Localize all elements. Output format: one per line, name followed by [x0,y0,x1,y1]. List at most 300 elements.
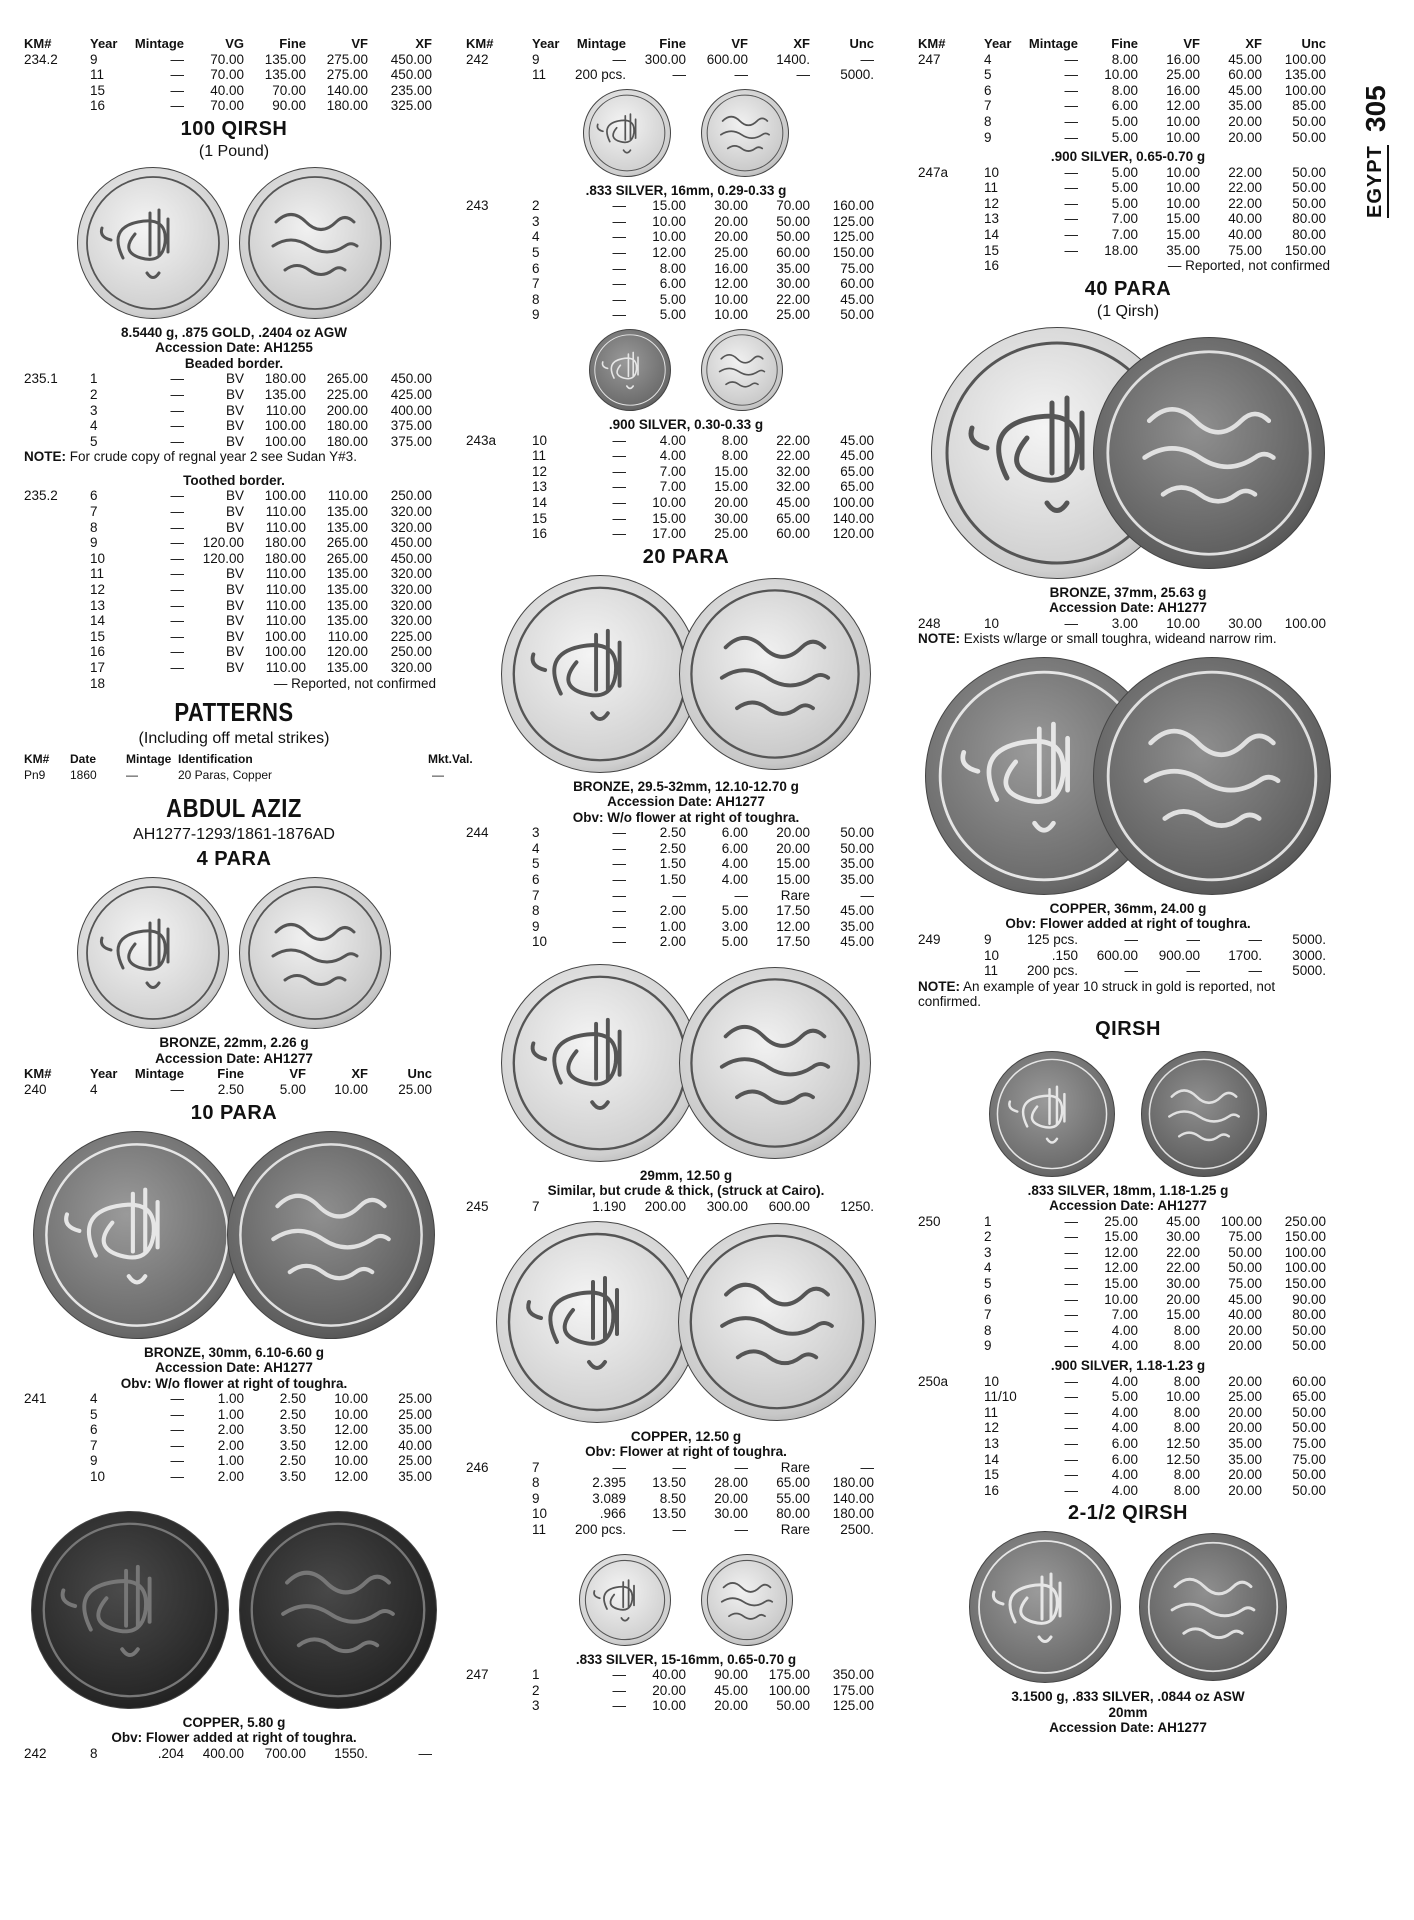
table-cell: 200 pcs. [574,67,626,83]
table-row [918,130,1338,146]
section-title-20-para: 20 PARA [642,545,730,568]
table-cell: 135.00 [264,67,306,83]
table-cell [918,1483,978,1499]
table-cell: 11 [532,1521,547,1537]
table-cell: 320.00 [390,519,432,535]
caption-line: Accession Date: AH1277 [155,1050,313,1066]
table-cell: 180.00 [326,418,368,434]
caption-241 [24,1345,444,1392]
table-cell: 600.00 [768,1198,810,1214]
table-cell: 22.00 [1228,164,1262,180]
table-cell: 6.00 [1111,1451,1138,1467]
table-cell: — [612,448,626,464]
table-row [918,211,1338,227]
table-cell: 7 [532,276,540,292]
section-title-patterns: PATTERNS [174,697,294,728]
table-cell: 3.00 [1111,615,1138,631]
table-cell: — [612,494,626,510]
table-cell: 35.00 [398,1469,432,1484]
table-cell: 400.00 [390,402,432,418]
table-cell: 45.00 [776,494,810,510]
table-cell: 90.00 [272,98,306,114]
toughra-coin-icon [579,1554,671,1646]
table-cell: 1.00 [659,918,686,934]
table-cell: 30.00 [1166,1276,1200,1292]
table-cell: 20.00 [1166,1291,1200,1307]
table-cell: — [1064,1404,1078,1420]
table-cell [24,403,84,419]
page-number: 305 [1360,85,1391,132]
table-cell [918,1307,978,1323]
table-cell: 2.00 [217,1422,244,1438]
table-row [24,1391,444,1407]
table-cell: 3 [90,402,98,418]
table-cell: 900.00 [1158,947,1200,963]
table-cell: — [170,1391,184,1407]
table-cell: — [1064,1338,1078,1354]
caption-line: 8.5440 g, .875 GOLD, .2404 oz AGW [120,324,348,340]
table-cell: 247 [466,1667,489,1682]
caption-line: Accession Date: AH1277 [1049,600,1207,616]
table-cell: 75.00 [840,260,874,276]
table-row [918,1229,1338,1245]
table-cell: — [1064,1322,1078,1338]
table-cell: 12.00 [334,1437,368,1453]
toughra-coin-icon [496,1221,698,1423]
table-row [918,1214,1338,1230]
table-row [918,165,1338,181]
table-cell: 2.50 [279,1453,306,1469]
table-cell: 125 pcs. [1026,931,1078,947]
table-245 [466,1199,906,1215]
table-cell: — [612,510,626,526]
table-cell: 135.00 [326,613,368,629]
table-row [466,934,906,950]
section-title-qirsh: QIRSH [1095,1017,1161,1040]
table-cell: 100.00 [768,1682,810,1698]
table-cell: 247a [918,164,949,180]
table-cell: 1.190 [592,1198,626,1214]
table-cell [24,613,84,629]
table-row [918,1436,1338,1452]
table-row [24,387,444,403]
table-cell: — [432,767,444,782]
table-cell: 15 [90,628,106,644]
table-cell: 17 [90,659,106,675]
table-cell: 35.00 [1228,1451,1262,1467]
coin-photos-250 [918,1051,1338,1177]
table-cell: — [612,903,626,919]
toughra-coin-icon [989,1051,1115,1177]
table-header [466,36,906,52]
table-cell: — [612,1682,626,1698]
table-243 [466,198,906,323]
table-248 [918,616,1338,632]
table-cell: 135.00 [264,51,306,67]
table-cell: — [170,1406,184,1422]
table-cell: 10 [90,550,106,566]
table-cell: 20.00 [714,1698,748,1714]
table-cell: 6.00 [659,276,686,292]
caption-line: COPPER, 5.80 g [182,1714,286,1730]
table-cell [24,67,84,83]
country-label: EGYPT [1364,145,1389,218]
table-cell: Identification [178,752,253,767]
table-cell: 1 [532,1667,540,1682]
table-cell: 15 [984,242,1000,258]
table-cell: — [1064,1435,1078,1451]
table-cell: 40.00 [1228,1307,1262,1323]
table-cell: 450.00 [390,550,432,566]
table-cell [466,1522,526,1538]
table-cell: 15.00 [652,510,686,526]
table-cell: 100.00 [1284,1260,1326,1276]
table-cell: 9 [984,1338,992,1354]
table-cell: 8.50 [659,1490,686,1506]
table-cell: 125.00 [832,213,874,229]
table-cell: 8.00 [1173,1338,1200,1354]
table-cell: — [612,51,626,67]
table-cell: — [1064,1373,1078,1389]
table-cell: 8.00 [1111,82,1138,98]
table-cell: 110.00 [265,402,306,418]
table-cell: 25.00 [1228,1389,1262,1405]
table-row [466,526,906,542]
table-cell: 20.00 [1228,1322,1262,1338]
table-cell [918,1229,978,1245]
table-cell: 85.00 [1292,98,1326,114]
table-cell [24,566,84,582]
table-250a [918,1374,1338,1499]
table-cell: 150.00 [1284,1229,1326,1245]
table-cell: 65.00 [776,1475,810,1491]
table-cell [466,448,526,464]
table-cell: 50.00 [1292,1420,1326,1436]
table-cell [466,464,526,480]
table-cell [918,1436,978,1452]
table-cell: 265.00 [326,535,368,551]
section-subtitle: (Including off metal strikes) [138,730,330,748]
caption-line: Obv: Flower added at right of toughra. [111,1730,357,1746]
table-cell: — [734,1459,748,1475]
coin-photos-242 [24,1511,444,1709]
table-cell: 250.00 [390,644,432,660]
arabic-legend-coin-icon [701,1554,793,1646]
table-cell [466,292,526,308]
table-cell: 25.00 [1166,67,1200,83]
caption-250 [918,1183,1338,1214]
table-cell: — [1064,1451,1078,1467]
table-cell: 30.00 [714,198,748,214]
table-cell [918,1245,978,1261]
table-cell: 1860 [70,767,97,782]
table-247 [466,1667,906,1714]
table-cell: 10 [532,1506,548,1522]
table-cell: 80.00 [1292,211,1326,227]
section-title-2-1-2-qirsh: 2-1/2 QIRSH [1068,1502,1188,1525]
table-cell: — [170,628,184,644]
patterns-table [24,752,473,783]
table-cell: 50.00 [1292,129,1326,145]
toughra-coin-icon [589,329,671,411]
table-cell: 4.00 [1111,1404,1138,1420]
table-cell: 50.00 [1228,1260,1262,1276]
table-cell: 2.395 [592,1475,626,1491]
table-cell: 60.00 [1228,67,1262,83]
table-cell: 7 [532,1459,540,1475]
table-cell: 20.00 [714,494,748,510]
caption-244 [466,779,906,826]
table-cell: 3.50 [279,1469,306,1484]
caption-243: .833 SILVER, 16mm, 0.29-0.33 g [585,182,787,198]
table-cell: 90.00 [1292,1291,1326,1307]
table-cell: 45.00 [1228,51,1262,67]
table-cell: 12.00 [334,1469,368,1484]
table-cell: 135.00 [326,566,368,582]
table-cell: 35.00 [1228,1435,1262,1451]
table-cell: 50.00 [1292,1467,1326,1483]
table-cell [24,629,84,645]
table-cell: 75.00 [1228,1229,1262,1245]
table-cell: 11/10 [984,1389,1017,1405]
table-cell: 7 [532,887,540,903]
table-cell: 7.00 [1111,211,1138,227]
table-cell: 16.00 [1166,51,1200,67]
table-cell: 5.00 [721,934,748,950]
table-row [466,856,906,872]
table-cell: 11 [984,1404,999,1420]
table-cell: 14 [90,613,106,629]
table-row [466,825,906,841]
table-cell: 15.00 [1166,227,1200,243]
table-cell: 11 [90,566,105,582]
table-cell: 40.00 [1228,227,1262,243]
caption-247a: .900 SILVER, 0.65-0.70 g [1050,149,1206,165]
table-cell: 7.00 [659,479,686,495]
table-cell: 180.00 [326,98,368,114]
table-cell: 375.00 [390,418,432,434]
table-cell: 25.00 [398,1406,432,1422]
table-cell: 5.00 [1111,180,1138,196]
table-cell: 12.00 [652,245,686,261]
table-row [918,616,1338,632]
table-cell: BV [225,504,244,520]
column-1 [24,36,473,1761]
table-cell: 12.00 [1104,1260,1138,1276]
table-cell: — [1064,1389,1078,1405]
caption-line: COPPER, 12.50 g [630,1428,742,1444]
table-cell: 5.00 [1111,164,1138,180]
table-cell [466,229,526,245]
table-cell: 5.00 [1111,129,1138,145]
table-cell: 4.00 [1111,1482,1138,1498]
table-cell: 50.00 [840,840,874,856]
table-cell: — [170,613,184,629]
caption-line: COPPER, 36mm, 24.00 g [1049,900,1207,916]
table-row [918,1307,1338,1323]
table-cell: 22.00 [776,432,810,448]
table-cell: 242 [466,51,489,67]
table-row [24,504,444,520]
table-cell: KM# [918,36,946,51]
table-cell: — [612,918,626,934]
table-cell: 5.00 [1111,113,1138,129]
table-cell: KM# [24,36,52,51]
table-cell: 8 [90,1745,98,1761]
table-cell: 7.00 [1111,227,1138,243]
table-cell: 180.00 [832,1475,874,1491]
table-cell: KM# [24,1066,52,1082]
table-cell: 8 [532,291,540,307]
table-cell: 9 [532,51,540,67]
table-cell: — [1064,242,1078,258]
table-cell: — [612,307,626,323]
table-row [918,1260,1338,1276]
caption-line: Accession Date: AH1277 [1049,1198,1207,1214]
table-row [918,963,1338,979]
table-cell: 10 [532,934,548,950]
table-cell: Rare [780,1521,810,1537]
table-cell: 200.00 [326,402,368,418]
table-242-cont [466,52,906,83]
table-cell: 16 [90,98,106,114]
table-cell: — [1064,195,1078,211]
table-cell [918,196,978,212]
table-cell: — [860,1459,874,1475]
table-cell: — [612,260,626,276]
table-cell: 75.00 [1292,1451,1326,1467]
table-cell [918,180,978,196]
table-cell: 4 [90,1081,98,1097]
table-row [466,1460,906,1476]
table-cell: 10 [984,615,1000,631]
table-cell: 7 [532,1198,540,1214]
table-cell: 6.00 [1111,98,1138,114]
table-cell: 35.00 [1228,98,1262,114]
table-cell: 8 [532,903,540,919]
table-cell: 75.00 [1228,1276,1262,1292]
table-cell: 65.00 [840,479,874,495]
table-cell: — [1186,963,1200,979]
table-cell: 120.00 [202,535,244,551]
table-cell: XF [351,1066,368,1082]
table-cell: 14 [984,1451,1000,1467]
table-row [918,67,1338,83]
caption-240 [24,1035,444,1066]
table-cell: — [170,504,184,520]
table-cell: 1550. [334,1745,368,1761]
table-cell: 6 [984,1291,992,1307]
table-cell: Mintage [126,752,172,767]
table-cell: 10.00 [334,1453,368,1469]
table-cell: 265.00 [326,371,368,387]
table-row [466,495,906,511]
table-row [466,479,906,495]
caption-line: Accession Date: AH1255 [155,340,313,356]
table-235-1 [24,371,444,449]
table-cell [918,1452,978,1468]
table-cell [466,307,526,323]
table-cell: — [170,371,184,387]
table-cell: 45.00 [1228,1291,1262,1307]
table-cell: 15.00 [776,856,810,872]
arabic-legend-coin-icon [679,967,871,1159]
table-cell: 16 [984,1482,1000,1498]
table-row [466,433,906,449]
table-cell: 11 [984,963,999,979]
table-cell: 247 [918,51,941,67]
table-cell: 7 [984,98,992,114]
table-cell: 320.00 [390,504,432,520]
table-row [24,1422,444,1438]
table-cell [466,856,526,872]
table-cell [466,479,526,495]
table-cell: 1.00 [217,1453,244,1469]
table-cell: — [612,1459,626,1475]
table-cell: 4.00 [659,448,686,464]
table-cell: — [170,1422,184,1438]
table-cell: 15 [90,82,106,98]
table-cell: 30.00 [1228,615,1262,631]
table-cell: 50.00 [1228,1244,1262,1260]
table-cell: 1.50 [659,856,686,872]
table-cell: BV [225,519,244,535]
table-cell [918,1389,978,1405]
caption-line: Obv: W/o flower at right of toughra. [572,809,800,825]
table-cell: 2 [90,387,98,403]
table-cell [24,83,84,99]
table-cell: 400.00 [202,1745,244,1761]
table-cell: 375.00 [390,433,432,449]
table-cell: Fine [659,36,686,51]
table-cell: 242 [24,1745,47,1761]
table-cell: 120.00 [326,644,368,660]
table-row [918,180,1338,196]
table-cell: 2 [532,1682,540,1698]
table-row [24,98,444,114]
table-row [24,418,444,434]
table-cell: 10.00 [1166,164,1200,180]
table-cell: 3.50 [279,1437,306,1453]
table-cell: — [672,1521,686,1537]
table-cell: 2.50 [279,1406,306,1422]
table-cell [24,551,84,567]
table-cell: 10 [532,432,548,448]
table-cell: 6 [532,871,540,887]
table-cell: XF [793,36,810,51]
table-cell: — [1064,1482,1078,1498]
table-cell: 20.00 [1228,1467,1262,1483]
table-cell: Year [984,36,1012,51]
table-cell: 25.00 [398,1391,432,1407]
table-cell: 10.00 [652,229,686,245]
table-cell: 6.00 [721,840,748,856]
table-cell: 45.00 [840,903,874,919]
table-row [24,1746,444,1762]
arabic-legend-coin-icon [1139,1533,1287,1681]
table-cell: 100.00 [264,433,306,449]
table-cell: 150.00 [832,245,874,261]
table-cell: 4.00 [1111,1322,1138,1338]
table-cell: 10.00 [334,1081,368,1097]
table-242 [24,1746,444,1762]
table-cell: 120.00 [202,550,244,566]
table-cell: 10.00 [652,1698,686,1714]
table-cell: — [860,51,874,67]
arabic-legend-coin-icon [1141,1051,1267,1177]
table-cell: BV [225,402,244,418]
table-cell [466,1491,526,1507]
